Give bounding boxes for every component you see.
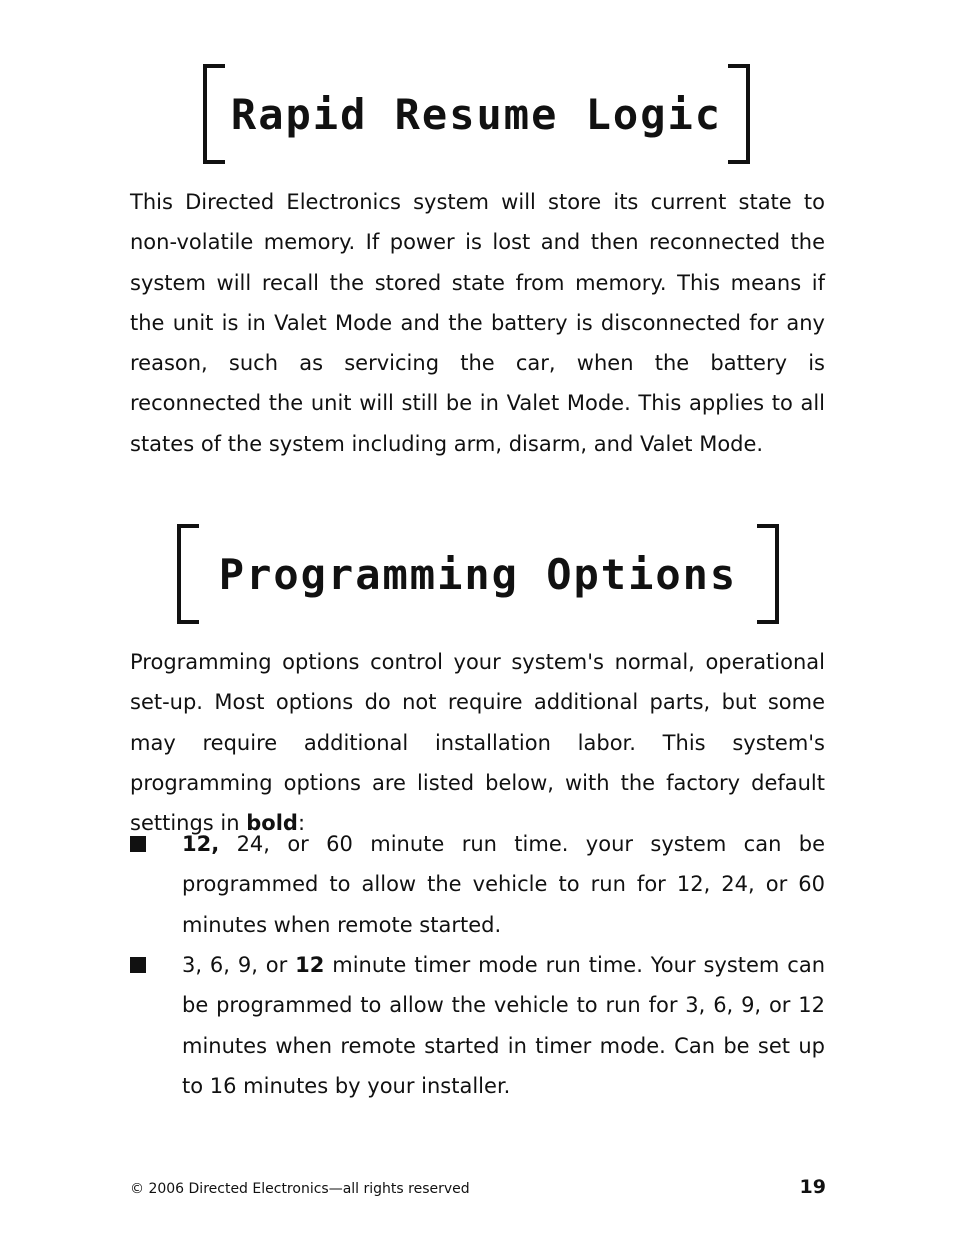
heading-text: Programming Options bbox=[218, 549, 738, 599]
bullet-post: minute timer mode run time. Your system can be programmed to allow the vehicle to run for 3, 6, 9, or 12 minutes when remote started in timer mode. Can be set up to 16 minutes by your installer. bbox=[182, 953, 825, 1098]
bullet-post: 24, or 60 minute run time. your system can be programmed to allow the vehicle to run for 12, 24, or 60 minutes when remote started. bbox=[182, 832, 825, 937]
bold-word: bold bbox=[246, 811, 298, 836]
square-bullet-icon bbox=[130, 957, 146, 973]
paragraph-text: Programming options control your system's normal, operational set-up. Most options do not require additional parts, but some may require additional installation labor. This system's programming options are listed below, with the factory default settings in bbox=[130, 650, 825, 836]
left-bracket bbox=[203, 64, 225, 164]
heading-text: Rapid Resume Logic bbox=[230, 89, 723, 139]
bullet-pre: 3, 6, 9, or bbox=[182, 953, 296, 977]
section-heading-rapid-resume bbox=[203, 64, 750, 164]
section-heading-programming-options bbox=[177, 524, 779, 624]
programming-options-paragraph bbox=[130, 642, 825, 843]
right-bracket bbox=[757, 524, 779, 624]
square-bullet-icon bbox=[130, 836, 146, 852]
bullet-text bbox=[182, 945, 825, 1106]
page-number: 19 bbox=[799, 1176, 826, 1198]
list-item bbox=[130, 945, 825, 1106]
left-bracket bbox=[177, 524, 199, 624]
bullet-bold: 12 bbox=[295, 953, 325, 977]
copyright-notice: © 2006 Directed Electronics—all rights reserved bbox=[130, 1181, 470, 1197]
paragraph-colon: : bbox=[297, 811, 306, 836]
list-item bbox=[130, 824, 825, 945]
bullet-text bbox=[182, 824, 825, 945]
right-bracket bbox=[728, 64, 750, 164]
rapid-resume-paragraph: This Directed Electronics system will store its current state to non-volatile memory. If power is lost and then reconnected the system will recall the stored state from memory. This means if the unit is in Valet Mode and the battery is disconnected for any reason, such as servicing the car, when the battery is reconnected the unit will still be in Valet Mode. This applies to all states of the system including arm, disarm, and Valet Mode. bbox=[130, 190, 825, 456]
bullet-bold: 12, bbox=[182, 832, 220, 856]
